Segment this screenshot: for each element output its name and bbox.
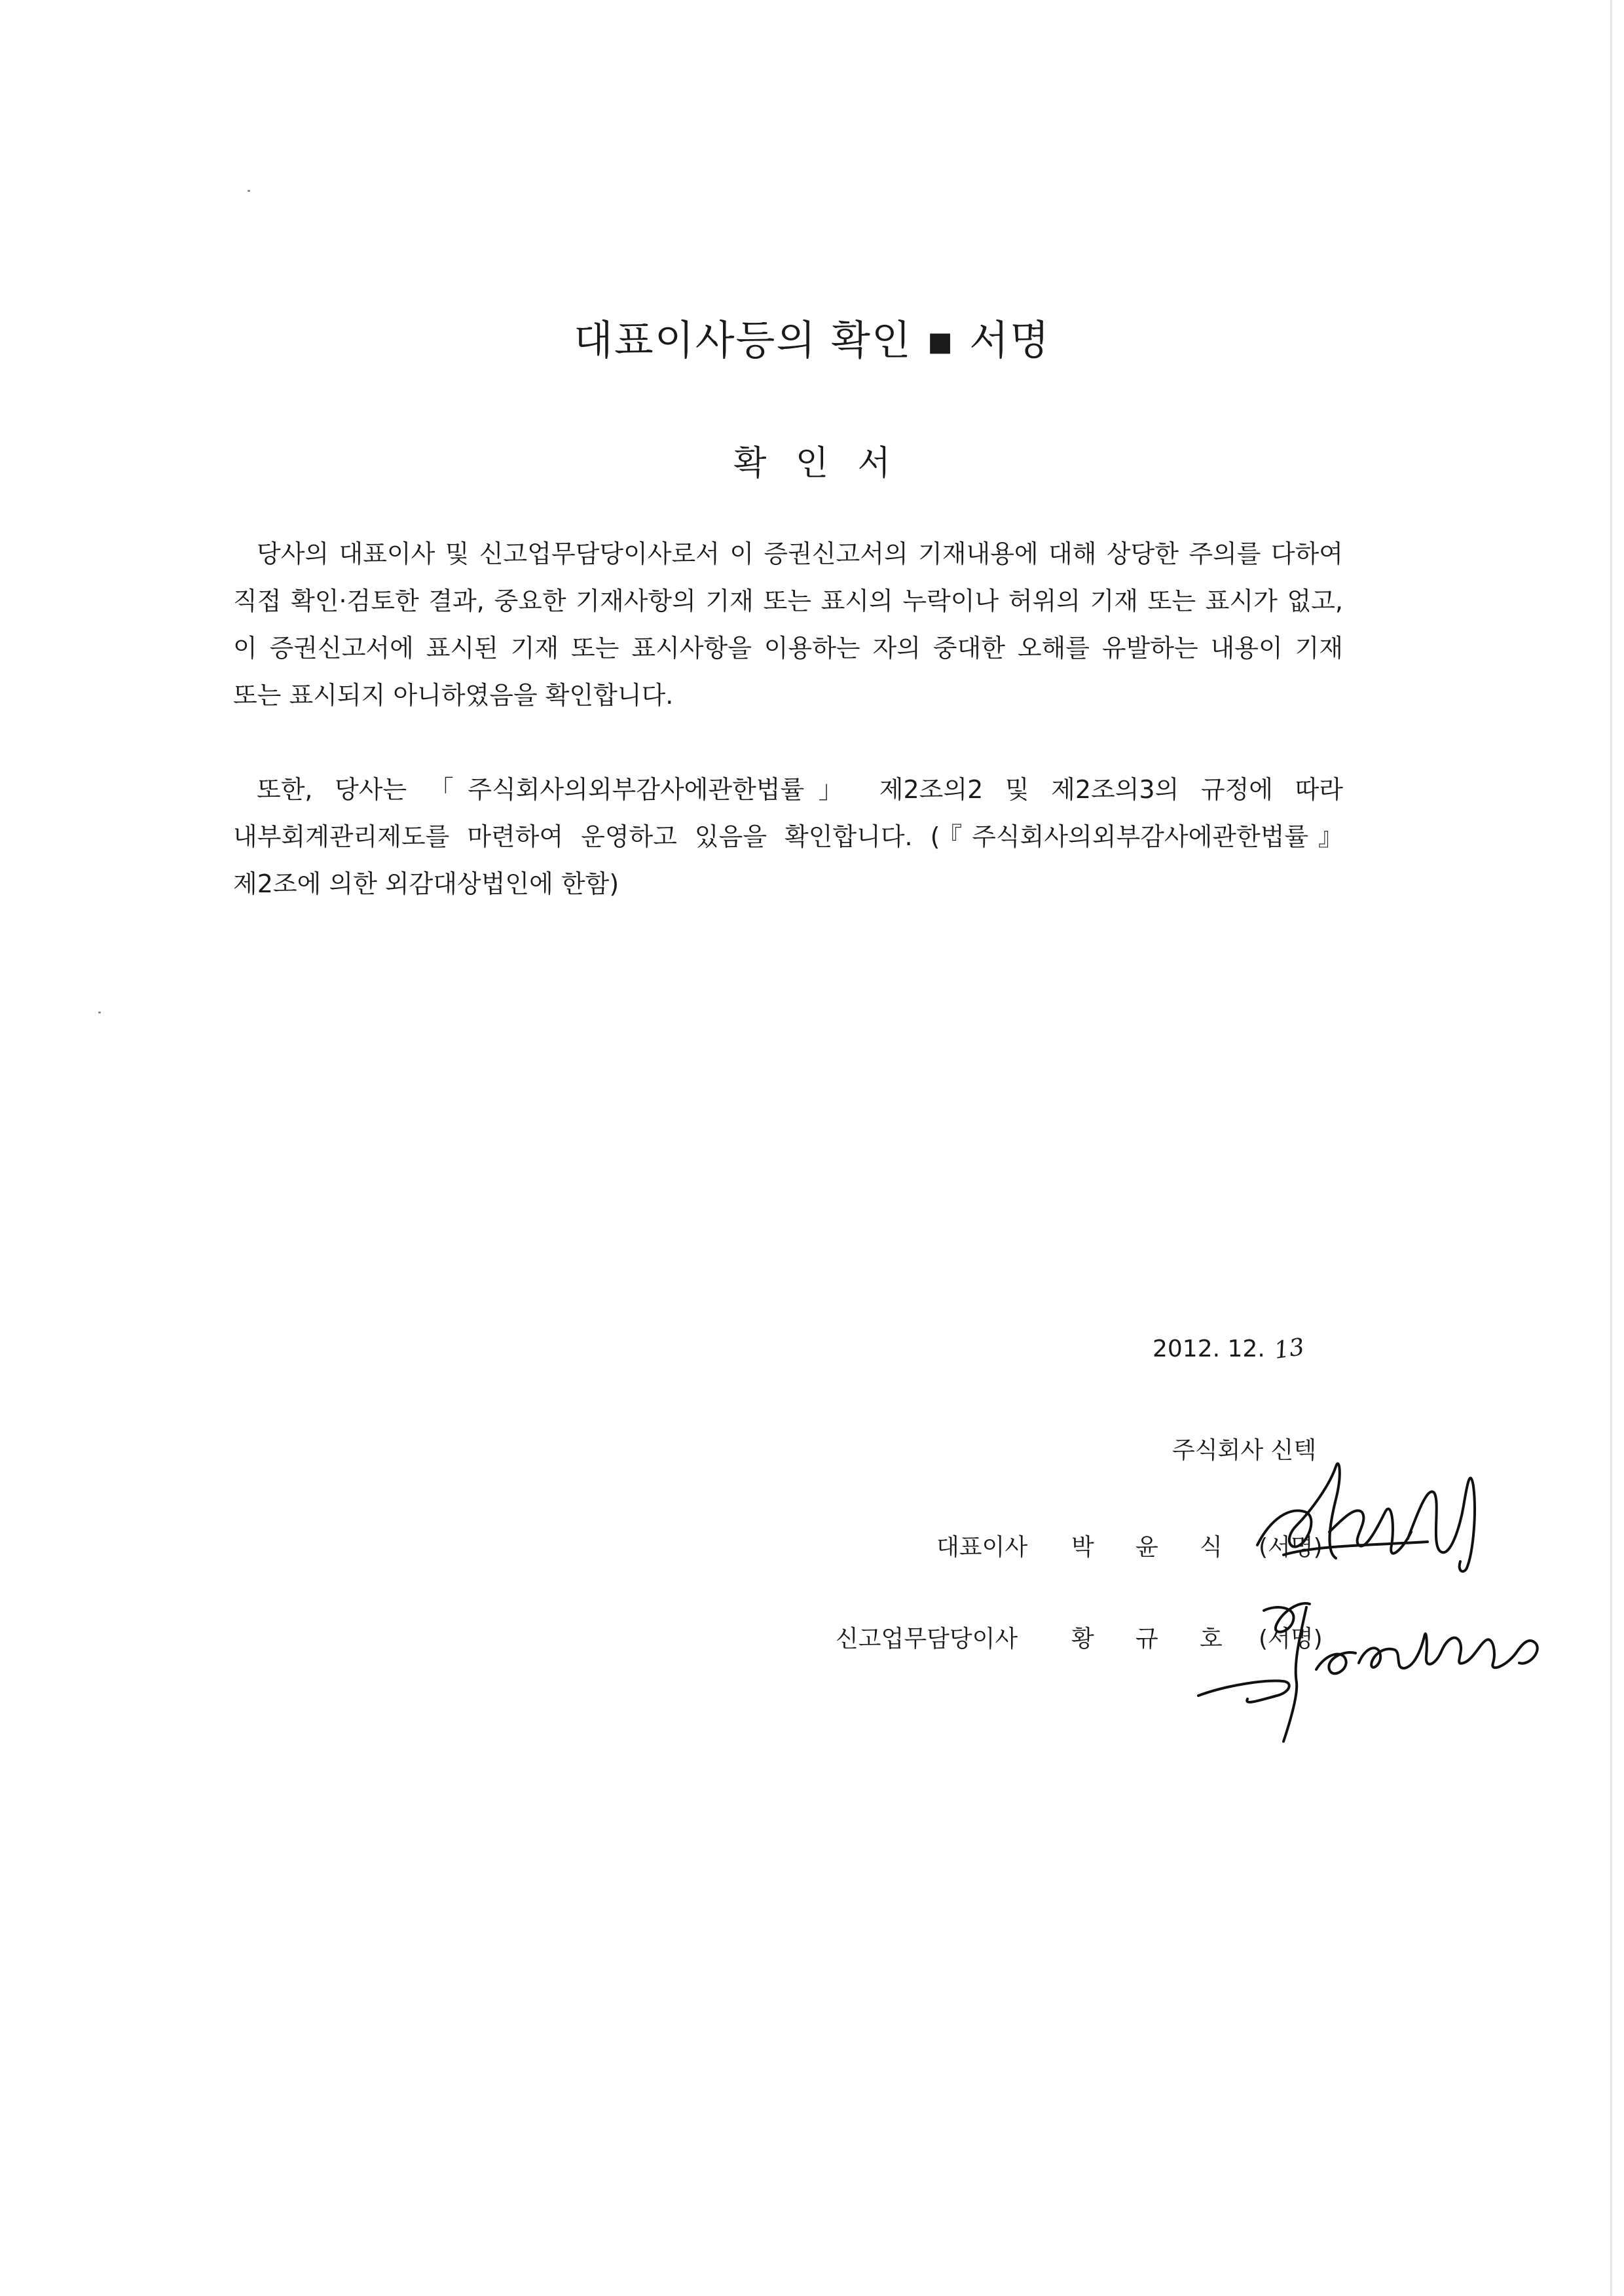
signer-name-char: 규 — [1135, 1626, 1158, 1652]
signer-name-char: 황 — [1071, 1626, 1094, 1652]
document-date — [1153, 1336, 1304, 1362]
signer-name-char: 식 — [1200, 1534, 1223, 1561]
director-handwritten-signature — [1185, 1591, 1552, 1755]
signer-name-char: 박 — [1071, 1534, 1094, 1561]
signer-name-char: 호 — [1200, 1626, 1223, 1652]
confirmation-paragraph — [233, 530, 1343, 719]
scan-speck — [248, 190, 250, 192]
sign-label: (서명) — [1259, 1534, 1323, 1561]
date-handwritten-day: 13 — [1272, 1334, 1306, 1364]
ceo-handwritten-signature — [1244, 1447, 1506, 1604]
signer-name-char: 윤 — [1135, 1534, 1158, 1561]
paragraph-text: 당사의 대표이사 및 신고업무담당이사로서 이 증권신고서의 기재내용에 대해 상당한 주의를 다하여 직접 확인·검토한 결과, 중요한 기재사항의 기재 또는 표시의 누락이나 허위의 기재 또는 표시가 없고, 이 증권신고서에 표시된 기재 또는 표시사항을 이용하는 자의 중대한 오해를 유발하는 내용이 기재 또는 표시되지 아니하였음을 확인합니다. — [233, 539, 1343, 710]
internal-control-paragraph — [233, 766, 1343, 907]
company-name: 주식회사 신텍 — [1172, 1437, 1317, 1464]
signer-role: 대표이사 — [936, 1534, 1028, 1561]
sign-label: (서명) — [1259, 1626, 1323, 1652]
signer-role: 신고업무담당이사 — [836, 1626, 1018, 1652]
scan-speck — [98, 1011, 101, 1013]
date-printed: 2012. 12. — [1153, 1336, 1265, 1362]
paragraph-text: 또한, 당사는 「주식회사의외부감사에관한법률」 제2조의2 및 제2조의3의 규정에 따라 내부회계관리제도를 마련하여 운영하고 있음을 확인합니다. (『주식회사의외부감사에관한법률』 제2조에 의한 외감대상법인에 한함) — [233, 775, 1343, 898]
document-title: 대표이사등의 확인 ▪ 서명 — [573, 316, 1051, 364]
document-subtitle: 확 인 서 — [733, 444, 891, 483]
